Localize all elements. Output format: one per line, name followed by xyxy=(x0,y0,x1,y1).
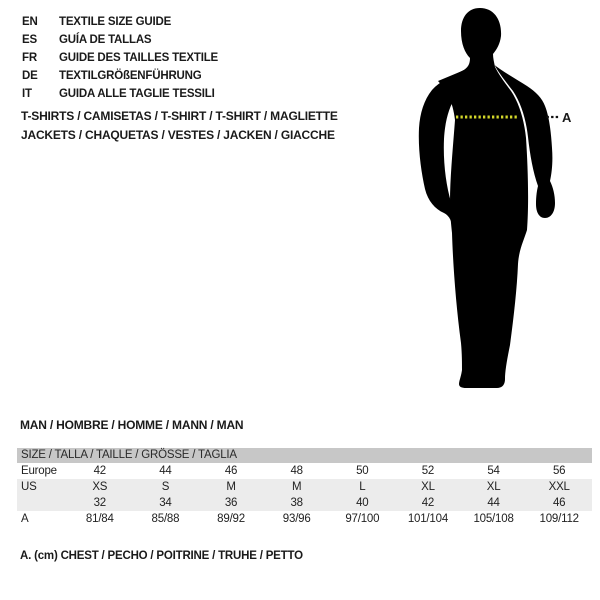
language-guide-title: GUIDA ALLE TAGLIE TESSILI xyxy=(59,88,215,100)
language-guide-title: TEXTILE SIZE GUIDE xyxy=(59,16,172,28)
measure-label-a: A xyxy=(562,110,572,125)
size-cell: XXL xyxy=(548,481,570,493)
size-cell: 54 xyxy=(487,465,500,477)
size-cell: 101/104 xyxy=(407,513,449,525)
size-cell: 40 xyxy=(356,497,369,509)
language-code: IT xyxy=(22,88,32,100)
size-table-row xyxy=(17,463,592,479)
size-row-label: Europe xyxy=(21,465,57,477)
language-guide-title: TEXTILGRÖßENFÜHRUNG xyxy=(59,70,202,82)
size-cell: 46 xyxy=(552,497,566,509)
size-row-label: US xyxy=(21,481,37,493)
size-cell: 109/112 xyxy=(539,513,579,525)
size-table-row xyxy=(17,495,592,511)
language-guide-title: GUÍA DE TALLAS xyxy=(59,34,152,46)
size-table-row xyxy=(17,479,592,495)
category-line: JACKETS / CHAQUETAS / VESTES / JACKEN / GIACCHE xyxy=(21,128,335,142)
size-cell: 38 xyxy=(290,497,303,509)
size-cell: 105/108 xyxy=(473,513,514,525)
size-cell: 52 xyxy=(421,465,435,477)
size-cell: 50 xyxy=(356,465,369,477)
size-cell: 97/100 xyxy=(345,513,380,525)
size-cell: 44 xyxy=(487,497,500,509)
size-cell: 46 xyxy=(224,465,238,477)
man-silhouette xyxy=(438,8,528,388)
size-cell: 81/84 xyxy=(85,513,114,525)
language-code: DE xyxy=(22,70,38,82)
size-cell: 44 xyxy=(159,465,172,477)
size-cell: 42 xyxy=(421,497,435,509)
category-line: T-SHIRTS / CAMISETAS / T-SHIRT / T-SHIRT / MAGLIETTE xyxy=(21,109,338,123)
size-cell: S xyxy=(161,481,170,493)
size-cell: 93/96 xyxy=(282,513,311,525)
size-table xyxy=(17,448,592,527)
size-cell: M xyxy=(291,481,302,493)
size-table-body xyxy=(17,463,592,527)
language-code: FR xyxy=(22,52,37,64)
size-cell: XS xyxy=(92,481,108,493)
size-row-label: A xyxy=(21,513,29,525)
size-cell: 56 xyxy=(552,465,566,477)
size-cell: 42 xyxy=(93,465,107,477)
size-cell: 34 xyxy=(159,497,172,509)
size-cell: L xyxy=(359,481,366,493)
size-cell: 89/92 xyxy=(217,513,245,525)
size-cell: 36 xyxy=(224,497,238,509)
size-cell: 85/88 xyxy=(151,513,180,525)
size-cell: XL xyxy=(486,481,501,493)
language-code: ES xyxy=(22,34,37,46)
size-table-row xyxy=(17,511,592,527)
size-row-label xyxy=(17,495,67,511)
size-cell: 32 xyxy=(93,497,107,509)
measurement-footnote: A. (cm) CHEST / PECHO / POITRINE / TRUHE / PETTO xyxy=(20,550,303,562)
size-cell: M xyxy=(226,481,236,493)
size-table-header: SIZE / TALLA / TAILLE / GRÖSSE / TAGLIA xyxy=(17,448,592,463)
language-code: EN xyxy=(22,16,38,28)
language-guide-title: GUIDE DES TAILLES TEXTILE xyxy=(59,52,218,64)
section-title: MAN / HOMBRE / HOMME / MANN / MAN xyxy=(20,418,244,432)
size-cell: 48 xyxy=(290,465,303,477)
size-cell: XL xyxy=(421,481,435,493)
